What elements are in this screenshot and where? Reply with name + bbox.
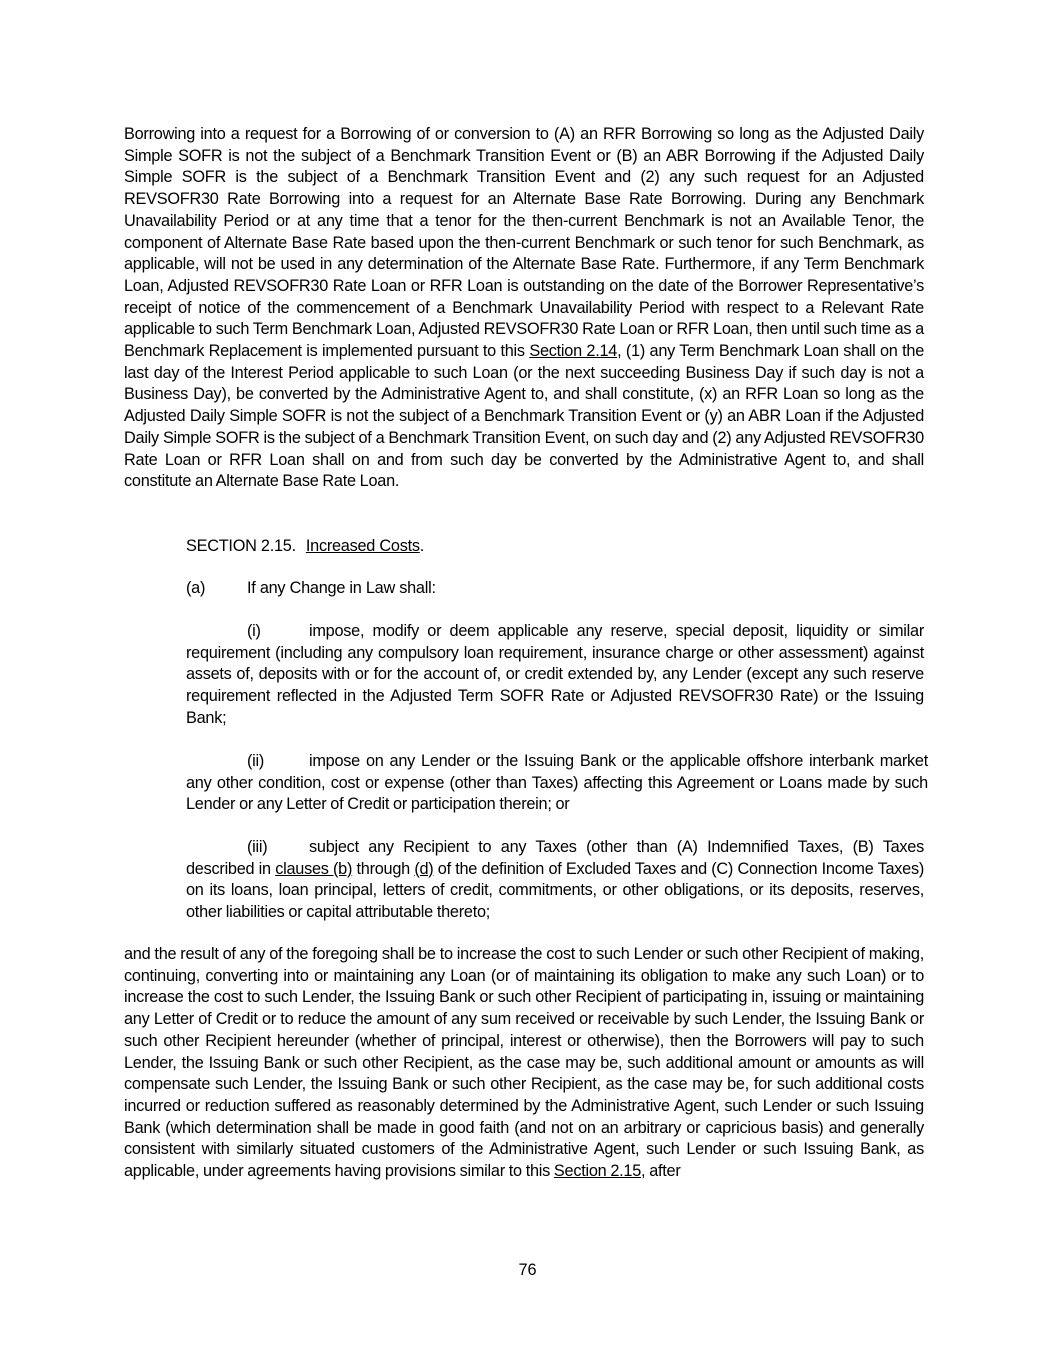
clause-a <box>186 578 436 600</box>
page-number: 76 <box>518 1261 537 1279</box>
paragraph-increased-costs-result <box>124 944 924 1183</box>
section-reference-link: Section 2.15 <box>553 1162 642 1181</box>
clause-reference-link: (d) <box>414 859 434 878</box>
subclause-text: impose on any Lender or the Issuing Bank or the applicable offshore interbank market any other condition, cost or expense (other than Taxes) affecting this Agreement or Loans made by such Lender or any Letter of Credit or participation therein; or <box>186 752 928 814</box>
paragraph-text: , after <box>641 1162 681 1181</box>
subclause-i <box>186 621 924 730</box>
section-reference-link: Section 2.14 <box>529 342 618 361</box>
section-title-period: . <box>419 537 425 555</box>
subclause-ii <box>186 751 928 816</box>
paragraph-text: Borrowing into a request for a Borrowing of or conversion to (A) an RFR Borrowing so long as the Adjusted Daily Simple SOFR is not the subject of a Benchmark Transition Event or (B) an ABR Borrowing if the Adjusted Daily Simple SOFR is the subject of a Benchmark Transition Event and (2) any such request for an Adjusted REVSOFR30 Rate Borrowing into a request for an Alternate Base Rate Borrowing. During any Benchmark Unavailability Period or at any time that a tenor for the then-current Benchmark is not an Available Tenor, the component of Alternate Base Rate based upon the then-current Benchmark or such tenor for such Benchmark, as applicable, will not be used in any determination of the Alternate Base Rate. Furthermore, if any Term Benchmark Loan, Adjusted REVSOFR30 Rate Loan or RFR Loan is outstanding on the date of the Borrower Representative’s receipt of notice of the commencement of a Benchmark Unavailability Period with respect to a Relevant Rate applicable to such Term Benchmark Loan, Adjusted REVSOFR30 Rate Loan or RFR Loan, then until such time as a Benchmark Replacement is implemented pursuant to this <box>124 125 924 361</box>
subclause-label: (iii) <box>247 838 268 856</box>
subclause-label: (ii) <box>247 752 265 770</box>
clause-label: (a) <box>186 579 206 597</box>
paragraph-text: and the result of any of the foregoing shall be to increase the cost to such Lender or such other Recipient of making, continuing, converting into or maintaining any Loan (or of maintaining its obligation to make any such Loan) or to increase the cost to such Lender, the Issuing Bank or such other Recipient of participating in, issuing or maintaining any Letter of Credit or to reduce the amount of any sum received or receivable by such Lender, the Issuing Bank or such other Recipient hereunder (whether of principal, interest or otherwise), then the Borrowers will pay to such Lender, the Issuing Bank or such other Recipient, as the case may be, such additional amount or amounts as will compensate such Lender, the Issuing Bank or such other Recipient, as the case may be, for such additional costs incurred or reduction suffered as reasonably determined by the Administrative Agent, such Lender or such Issuing Bank (which determination shall be made in good faith (and not on an arbitrary or capricious basis) and generally consistent with similarly situated customers of the Administrative Agent, such Lender or such Issuing Bank, as applicable, under agreements having provisions similar to this <box>124 945 924 1181</box>
section-heading <box>186 536 424 558</box>
paragraph-benchmark-unavailability <box>124 124 924 493</box>
paragraph-text: , (1) any Term Benchmark Loan shall on the last day of the Interest Period applicable to such Loan (or the next succeeding Business Day if such day is not a Business Day), be converted by the Administrative Agent to, and shall constitute, (x) an RFR Loan so long as the Adjusted Daily Simple SOFR is not the subject of a Benchmark Transition Event or (y) an ABR Loan if the Adjusted Daily Simple SOFR is the subject of a Benchmark Transition Event, on such day and (2) any Adjusted REVSOFR30 Rate Loan or RFR Loan shall on and from such day be converted by the Administrative Agent to, and shall constitute an Alternate Base Rate Loan. <box>124 342 924 491</box>
section-title: Increased Costs <box>305 537 420 555</box>
subclause-text: subject any Recipient to any Taxes (other than (A) Indemnified Taxes, (B) Taxes described in <box>186 838 924 878</box>
subclause-label: (i) <box>247 622 261 640</box>
subclause-text: impose, modify or deem applicable any reserve, special deposit, liquidity or similar requirement (including any compulsory loan requirement, insurance charge or other assessment) against assets of, deposits with or for the account of, or credit extended by, any Lender (except any such reserve requirement reflected in the Adjusted Term SOFR Rate or Adjusted REVSOFR30 Rate) or the Issuing Bank; <box>186 622 924 727</box>
clause-text: If any Change in Law shall: <box>247 579 436 597</box>
subclause-iii <box>186 837 924 924</box>
subclause-text: of the definition of Excluded Taxes and (C) Connection Income Taxes) on its loans, loan principal, letters of credit, commitments, or other obligations, or its deposits, reserves, other liabilities or capital attributable thereto; <box>186 859 925 922</box>
subclause-text: through <box>352 859 415 878</box>
clause-reference-link: clauses (b) <box>275 859 353 878</box>
section-number: SECTION 2.15. <box>186 537 296 555</box>
